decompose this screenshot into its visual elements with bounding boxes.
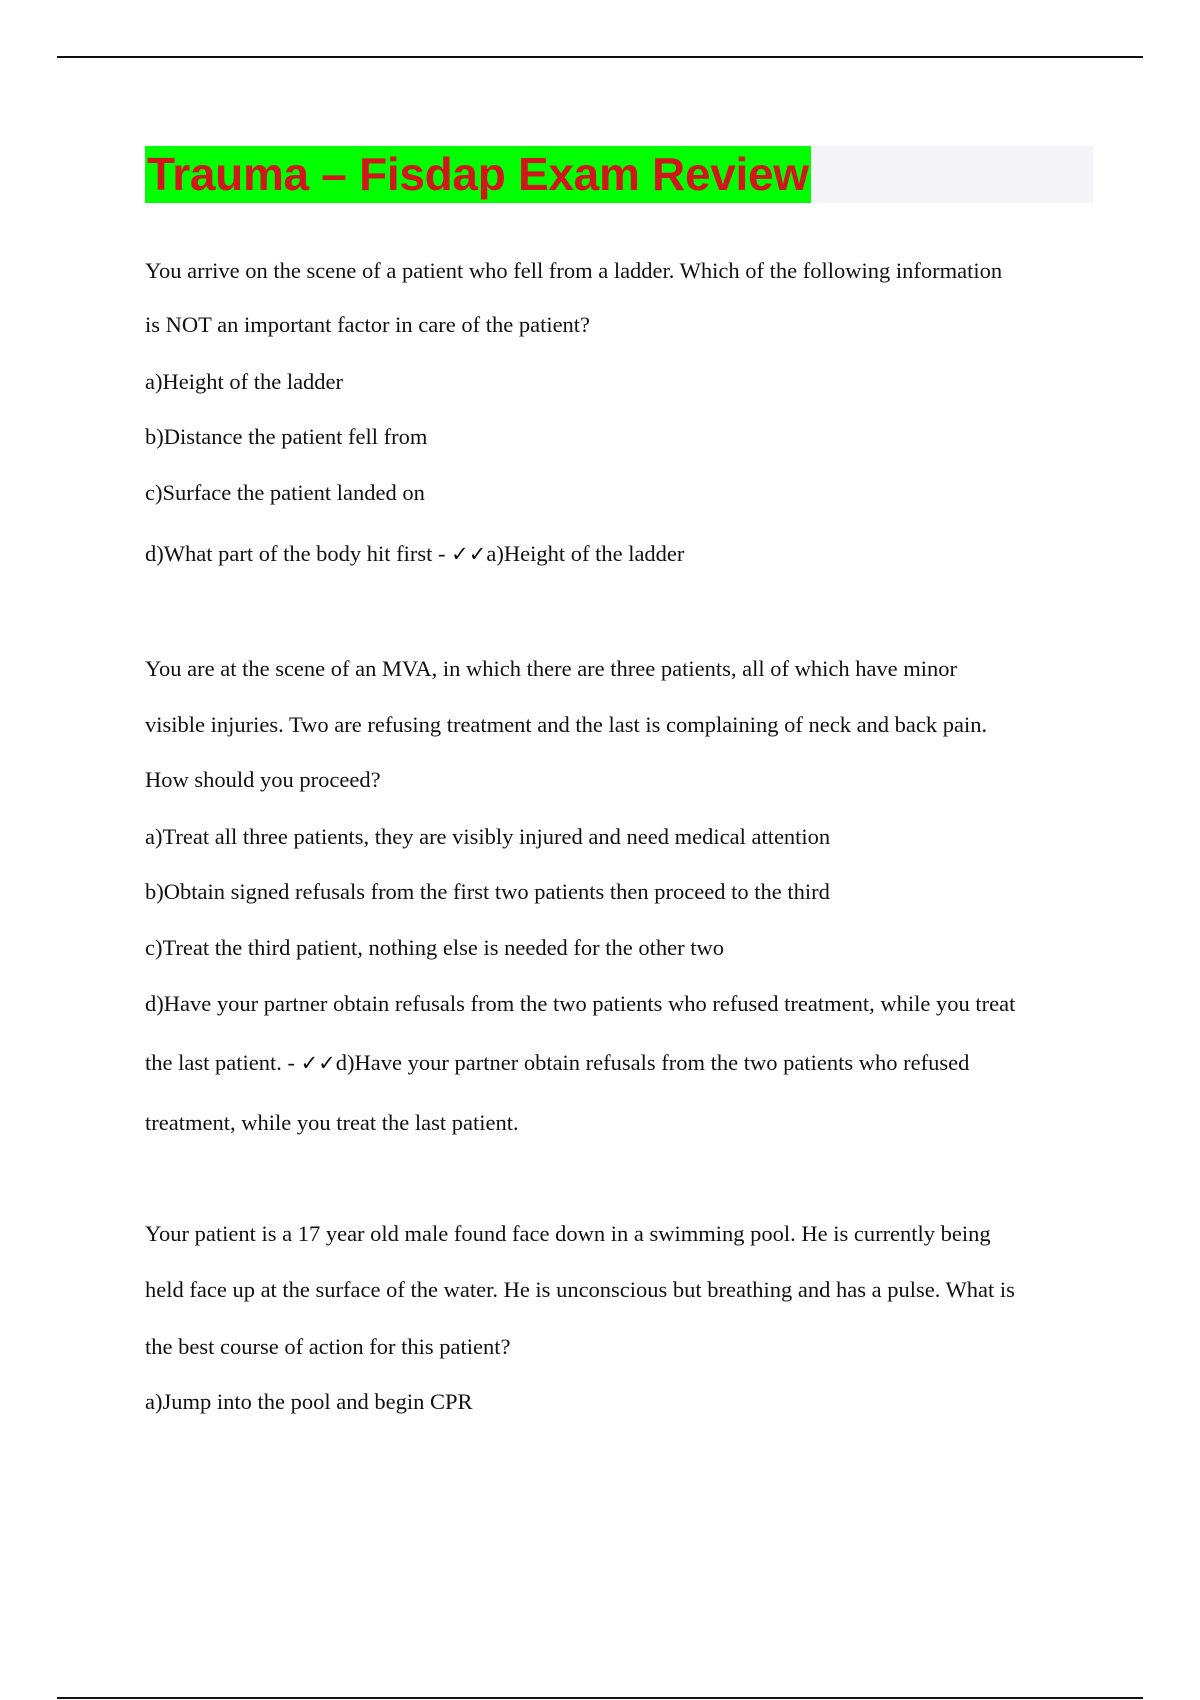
q3-prompt-line-1: Your patient is a 17 year old male found face down in a swimming pool. He is currently being [145,1221,991,1246]
q1-prompt-line-1: You arrive on the scene of a patient who fell from a ladder. Which of the following information [145,258,1003,283]
q1-option-c: c)Surface the patient landed on [145,480,425,505]
q2-prompt-line-3: How should you proceed? [145,767,381,792]
check-mark-icon: ✓✓ [300,1051,336,1075]
q1-answer: a)Height of the ladder [486,541,685,566]
header-rule [57,56,1143,58]
q2-option-d-line-2: the last patient. - [145,1050,301,1075]
q2-option-a: a)Treat all three patients, they are visibly injured and need medical attention [145,824,831,849]
q1-option-a: a)Height of the ladder [145,369,344,394]
page-title: Trauma – Fisdap Exam Review [145,146,811,203]
check-mark-icon: ✓✓ [451,542,487,566]
q2-prompt-line-1: You are at the scene of an MVA, in which there are three patients, all of which have minor [145,656,958,681]
q2-answer-line-1: d)Have your partner obtain refusals from the two patients who refused [335,1050,970,1075]
q1-option-d: d)What part of the body hit first - [145,541,452,566]
q2-option-c: c)Treat the third patient, nothing else is needed for the other two [145,935,725,960]
q1-option-d-with-answer [145,540,684,568]
title-banner [145,146,1093,203]
q1-option-b: b)Distance the patient fell from [145,424,428,449]
q2-option-b: b)Obtain signed refusals from the first two patients then proceed to the third [145,879,830,904]
q2-option-d-line-2-with-answer [145,1049,969,1077]
q3-option-a: a)Jump into the pool and begin CPR [145,1389,473,1414]
footer-rule [57,1697,1143,1699]
q1-prompt-line-2: is NOT an important factor in care of the patient? [145,312,591,337]
q2-prompt-line-2: visible injuries. Two are refusing treatment and the last is complaining of neck and back pain. [145,712,988,737]
q3-prompt-line-2: held face up at the surface of the water. He is unconscious but breathing and has a pulse. What is [145,1277,1015,1302]
q2-option-d-line-1: d)Have your partner obtain refusals from the two patients who refused treatment, while you treat [145,991,1016,1016]
q2-answer-line-2: treatment, while you treat the last patient. [145,1110,519,1135]
q3-prompt-line-3: the best course of action for this patient? [145,1334,511,1359]
